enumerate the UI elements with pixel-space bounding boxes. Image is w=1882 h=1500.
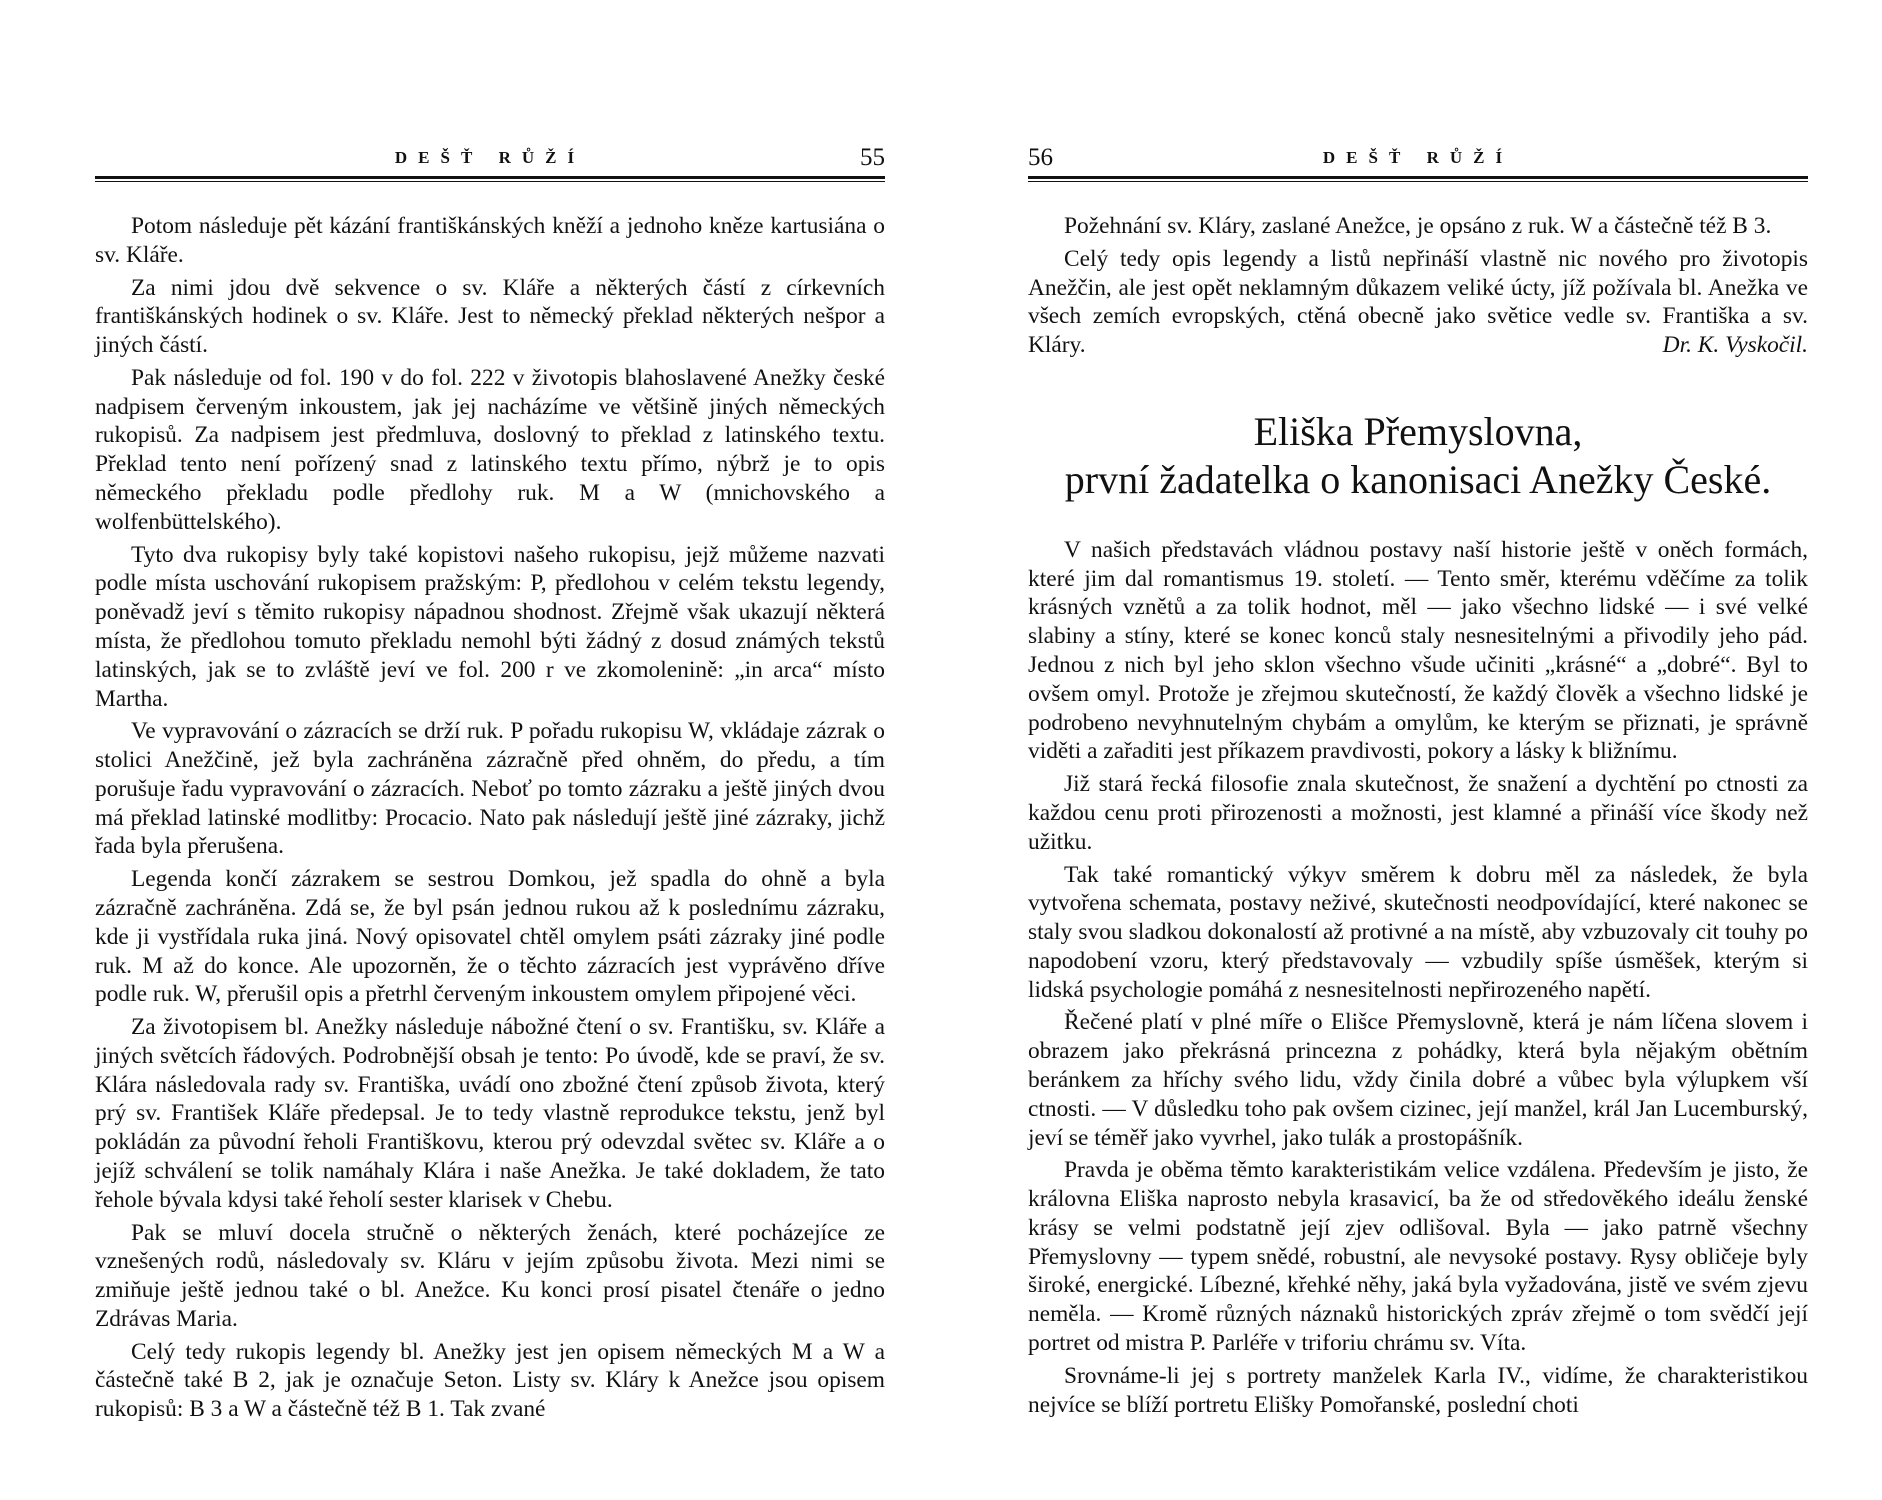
page-number: 56 xyxy=(1028,144,1053,171)
chapter-title xyxy=(1028,408,1808,504)
body-text xyxy=(95,212,885,1428)
page-number: 55 xyxy=(860,144,885,171)
right-page xyxy=(1028,0,1808,1500)
paragraph: Pak následuje od fol. 190 v do fol. 222 v životopis blahoslavené Anežky české nadpisem červeným inkoustem, jak jej nacházíme ve většině jiných německých rukopisů. Za nadpisem jest předmluva, doslovný to překlad z latinského textu. Překlad tento není pořízený snad z latinského textu přímo, nýbrž je to opis německého překladu podle předlohy ruk. M a W (mnichovského a wolfenbüttelského). xyxy=(95,364,885,535)
header-title: DEŠŤ RŮŽÍ xyxy=(1322,148,1514,167)
paragraph: Tak také romantický výkyv směrem k dobru měl za následek, že byla vytvořena schemata, postavy neživé, skutečnosti neodpovídající, které nakonec se staly svou sladkou dokonalostí až protivné a na místě, aby vzbuzovaly cit touhy po napodobení vzoru, který představovaly — vzbudily spíše úsměšek, kterým si lidská psychologie pomáhá z nesnesitelnosti nepřirozeného napětí. xyxy=(1028,861,1808,1003)
paragraph: Již stará řecká filosofie znala skutečnost, že snažení a dychtění po ctnosti za každou cenu proti přirozenosti a možnosti, jest klamné a přináší více škody než užitku. xyxy=(1028,771,1808,855)
paragraph: Srovnáme-li jej s portrety manželek Karla IV., vidíme, že charakteristikou nejvíce se blíží portretu Elišky Pomořanské, poslední choti xyxy=(1028,1362,1808,1418)
header-rule xyxy=(1028,176,1808,182)
paragraph: Legenda končí zázrakem se sestrou Domkou, jež spadla do ohně a byla zázračně zachráněna. Zdá se, že byl psán jednou rukou až k poslednímu zázraku, kde ji vystřídala ruka jiná. Nový opisovatel chtěl omylem psáti zázraky jiné podle ruk. M až do konce. Ale upozorněn, že o těchto zázracích jest vyprávěno dříve podle ruk. W, přerušil opis a přetrhl červeným inkoustem omylem připojené věci. xyxy=(95,866,885,1008)
paragraph: Za životopisem bl. Anežky následuje nábožné čtení o sv. Františku, sv. Kláře a jiných světcích řádových. Podrobnější obsah je tento: Po úvodě, kde se praví, že sv. Klára následovala rady sv. Františka, uvádí ono zbožné čtení způsob života, který prý sv. František Kláře předepsal. Je to tedy vlastně reprodukce tekstu, jenž byl pokládán za původní řeholi Františkovu, kterou prý odevzdal světec sv. Kláře a o jejíž schválení se tolik namáhaly Klára i naše Anežka. Je také dokladem, že tato řehole bývala kdysi také řeholí sester klarisek v Chebu. xyxy=(95,1014,885,1213)
paragraph: Ve vypravování o zázracích se drží ruk. P pořadu rukopisu W, vkládaje zázrak o stolici Anežčině, jež byla zachráněna zázračně před ohněm, do předu, a tím porušuje řadu vypravování o zázracích. Neboť po tomto zázraku a ještě jiných dvou má překlad latinské modlitby: Procacio. Nato pak následují ještě jiné zázraky, jichž řada byla přerušena. xyxy=(95,718,885,860)
body-text xyxy=(1028,212,1808,1423)
paragraph: Za nimi jdou dvě sekvence o sv. Kláře a některých částí z církevních františkánských hodinek o sv. Kláře. Jest to německý překlad některých nešpor a jiných částí. xyxy=(95,274,885,359)
running-head xyxy=(95,144,885,178)
paragraph: Požehnání sv. Kláry, zaslané Anežce, je opsáno z ruk. W a částečně též B 3. xyxy=(1064,213,1772,239)
paragraph: Řečené platí v plné míře o Elišce Přemyslovně, která je nám líčena slovem i obrazem jako překrásná princezna z pohádky, která byla nějakým obětním beránkem za hříchy svého lidu, vždy činila dobré a vůbec byla výlupkem vší ctnosti. — V důsledku toho pak ovšem cizinec, její manžel, král Jan Lucemburský, jeví se téměř jako vyvrhel, jako tulák a prostopášník. xyxy=(1028,1009,1808,1151)
header-rule xyxy=(95,176,885,182)
paragraph-text: Celý tedy opis legendy a listů nepřináší vlastně nic nového pro životopis Anežčin, ale jest opět neklamným důkazem veliké úcty, jíž požívala bl. Anežka ve všech zemích evropských, ctěná obecně jako světice vedle sv. Františka a sv. Kláry. xyxy=(1028,245,1808,359)
chapter-title-line-1: Eliška Přemyslovna, xyxy=(1253,408,1583,454)
paragraph: V našich představách vládnou postavy naší historie ještě v oněch formách, které jim dal romantismus 19. století. — Tento směr, kterému vděčíme za tolik krásných vznětů a za tolik hodnot, měl — jako všechno lidské — i své velké slabiny a stíny, které se konec konců staly nesnesitelnými a přivodily jeho pád. Jednou z nich byl jeho sklon všechno všude učiniti „krásné“ a „dobré“. Byl to ovšem omyl. Protože je zřejmou skutečností, že každý člověk a všechno lidské je podrobeno nevyhnutelným chybám a omylům, ke kterým se přiznati, je správně viděti a zařaditi jest příkazem pravdivosti, pokory a lásky k bližnímu. xyxy=(1028,536,1808,765)
paragraph: Celý tedy rukopis legendy bl. Anežky jest jen opisem německých M a W a částečně také B 2, jak je označuje Seton. Listy sv. Kláry k Anežce jsou opisem rukopisů: B 3 a W a částečně též B 1. Tak zvané xyxy=(95,1338,885,1423)
author-signature: Dr. K. Vyskočil. xyxy=(1662,332,1808,359)
paragraph-with-signature xyxy=(1028,245,1808,360)
left-page xyxy=(95,0,885,1500)
running-head xyxy=(1028,144,1808,178)
paragraph: Pak se mluví docela stručně o některých ženách, které pocházejíce ze vznešených rodů, následovaly sv. Kláru v jejím způsobu života. Mezi nimi se zmiňuje ještě jednou také o bl. Anežce. Ku konci prosí pisatel čtenáře o jedno Zdrávas Maria. xyxy=(95,1219,885,1332)
paragraph: Pravda je oběma těmto karakteristikám velice vzdálena. Především je jisto, že královna Eliška naprosto nebyla krasavicí, ba že od středověkého ideálu ženské krásy se velmi podstatně její zjev odlišoval. Byla — jako patrně všechny Přemyslovny — typem snědé, robustní, ale nevysoké postavy. Rysy obličeje byly široké, energické. Líbezné, křehké něhy, jaká byla vyžadována, jistě ve svém zjevu neměla. — Kromě různých náznaků historických zpráv zřejmě o tom svědčí její portret od mistra P. Parléře v triforiu chrámu sv. Víta. xyxy=(1028,1157,1808,1356)
paragraph: Potom následuje pět kázání františkánských kněží a jednoho kněze kartusiána o sv. Kláře. xyxy=(95,213,885,268)
paragraph: Tyto dva rukopisy byly také kopistovi našeho rukopisu, jejž můžeme nazvati podle místa uschování rukopisem pražským: P, předlohou v celém tekstu legendy, poněvadž jeví s těmito rukopisy nápadnou shodnost. Zřejmě však ukazují některá místa, že předlohou tomuto překladu nemohl býti žádný z dosud známých tekstů latinských, jak se to zvláště jeví ve fol. 200 r ve zkomolenině: „in arca“ místo Martha. xyxy=(95,541,885,712)
chapter-title-line-2: první žadatelka o kanonisaci Anežky České. xyxy=(1064,456,1772,502)
header-title: DEŠŤ RŮŽÍ xyxy=(394,148,586,167)
